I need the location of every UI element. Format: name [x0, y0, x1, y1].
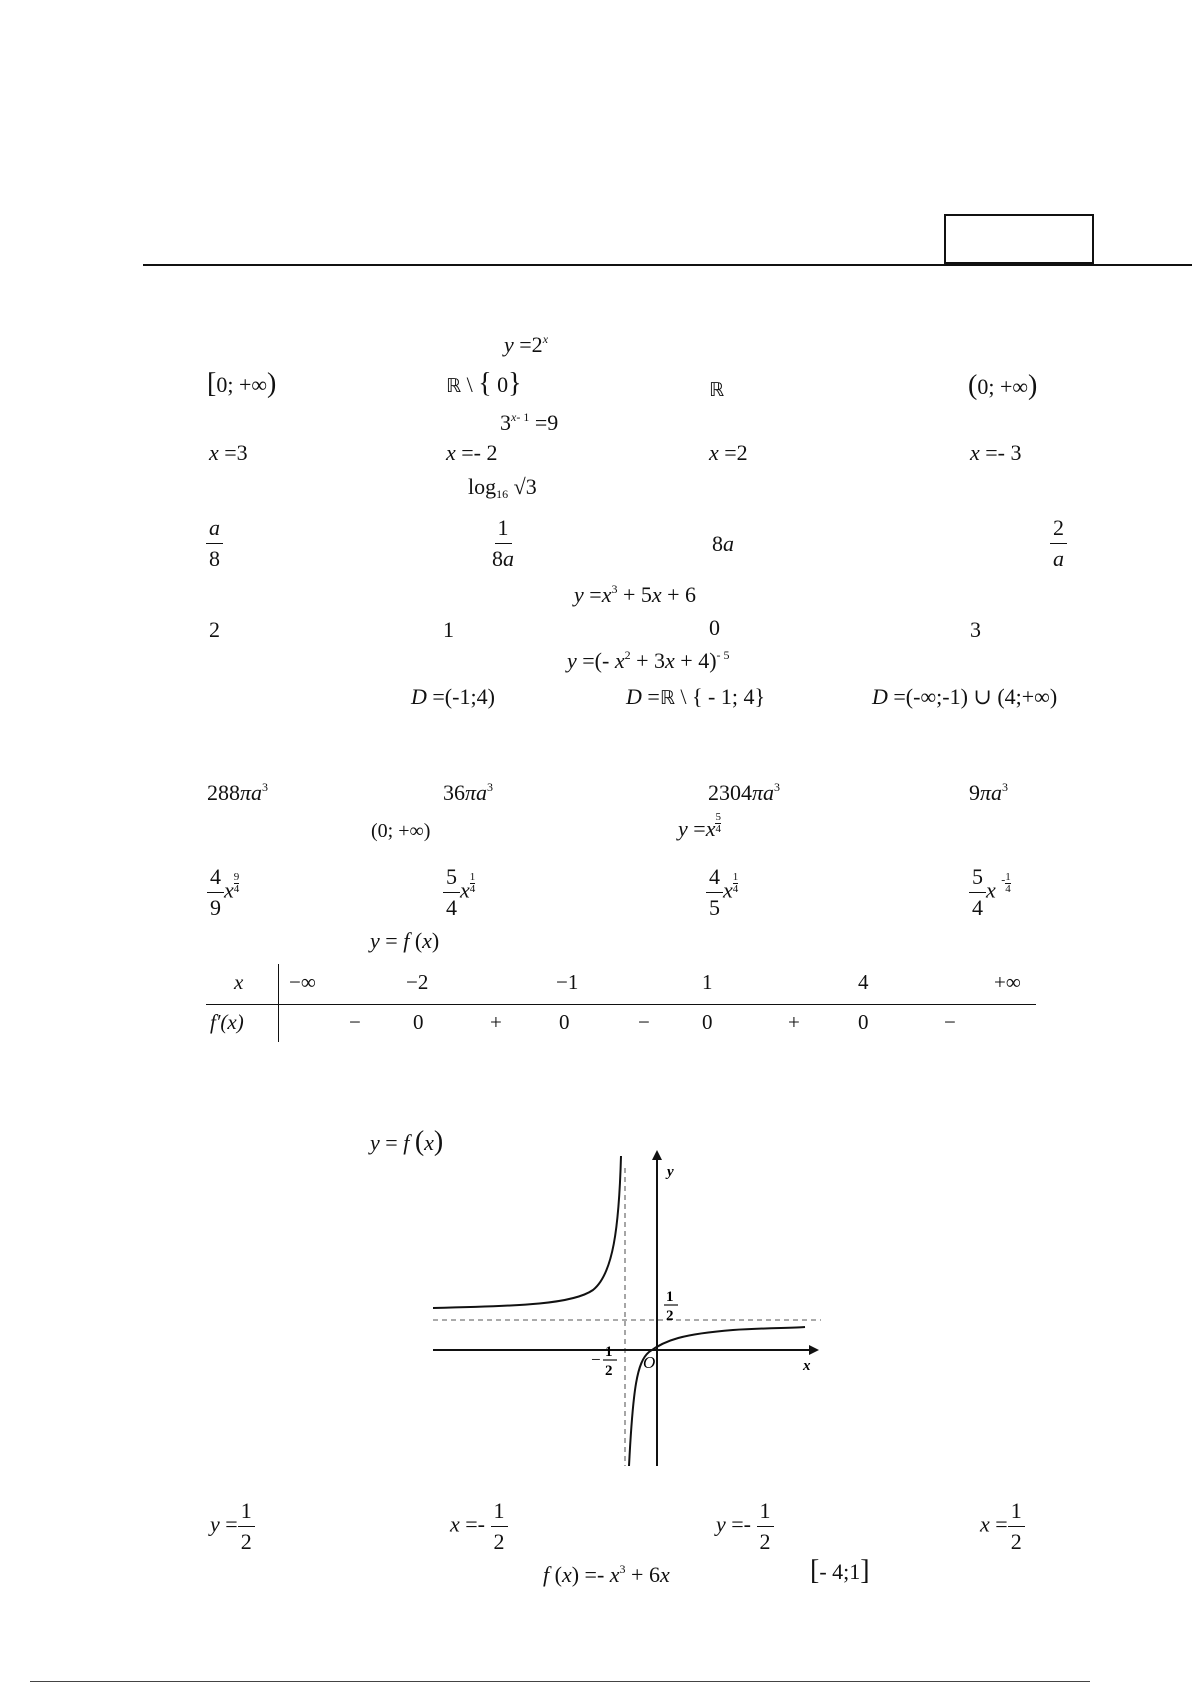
q4-option-b[interactable]: 1 [443, 617, 454, 642]
table-sign: 0 [559, 1010, 570, 1034]
y-axis-arrow [652, 1150, 662, 1160]
neg-half-num-label: 1 [605, 1344, 613, 1360]
origin-label: O [643, 1353, 656, 1372]
q7-option-b[interactable]: $\frac{5}{4}$ x $\frac{1}{4}$ [443, 862, 475, 923]
score-box [944, 214, 1094, 264]
q1-option-a[interactable]: [0; +∞) [207, 368, 277, 399]
table-x-value: −1 [556, 970, 579, 994]
q9-option-b[interactable]: x =- $\frac{1}{2}$ [450, 1496, 508, 1557]
q3-option-b[interactable]: $\frac{1}{8a}$ [492, 515, 514, 571]
q2-option-b[interactable]: x =- 2 [446, 440, 498, 465]
q7-option-a[interactable]: $\frac{4}{9}$ x $\frac{9}{4}$ [207, 862, 239, 923]
q6-option-a[interactable]: $288\pi a^3$ [207, 780, 269, 805]
table-sign: − [944, 1010, 956, 1034]
q1-option-b[interactable]: ℝ \ { 0} [446, 368, 522, 399]
table-sign: − [349, 1010, 361, 1034]
half-num-label: 1 [666, 1289, 674, 1305]
q4-function: $y =x^3 + 5x + 6$ [574, 582, 697, 607]
q9-option-c[interactable]: y =- $\frac{1}{2}$ [716, 1496, 774, 1557]
q2-option-a[interactable]: x =3 [209, 440, 248, 465]
q5-option-c[interactable]: D =ℝ \ { - 1; 4} [626, 684, 766, 709]
q5-option-d[interactable]: D =(-∞;-1) ∪ (4;+∞) [872, 684, 1058, 709]
q4-option-c[interactable]: 0 [709, 615, 720, 640]
table-x-label: x [234, 970, 244, 994]
table-sign: + [490, 1010, 502, 1034]
q2-option-d[interactable]: x =- 3 [970, 440, 1022, 465]
q6-option-c[interactable]: $2304\pi a^3$ [708, 780, 781, 805]
q5-option-b[interactable]: D =(-1;4) [411, 684, 495, 709]
q9-option-a[interactable]: y = $\frac{1}{2}$ [210, 1496, 255, 1557]
q10-interval: [- 4;1] [810, 1555, 870, 1586]
table-x-value: 1 [702, 970, 713, 994]
table-sign: 0 [858, 1010, 869, 1034]
table-x-value: 4 [858, 970, 869, 994]
q10-function: f $(x) =- x^3 + 6x$ [543, 1562, 670, 1587]
q2-option-c[interactable]: x =2 [709, 440, 748, 465]
y-axis-label: y [667, 1164, 674, 1180]
half-den-label: 2 [666, 1308, 674, 1324]
q2-equation: $3^{x- 1} =9$ [500, 410, 559, 435]
q8-function: y = f (x) [370, 928, 440, 953]
q7-option-d[interactable]: $\frac{5}{4}$ x - $\frac{1}{4}$ [969, 862, 1011, 923]
neg-half-den-label: 2 [605, 1363, 613, 1379]
table-sign: 0 [413, 1010, 424, 1034]
table-sign: − [638, 1010, 650, 1034]
footer-rule [30, 1681, 1090, 1682]
q1-function: $y =2^x$ [504, 332, 549, 357]
q1-option-d[interactable]: (0; +∞) [968, 370, 1038, 401]
table-x-value: −2 [406, 970, 429, 994]
table-x-value: +∞ [994, 970, 1021, 994]
sign-table [206, 964, 1036, 1042]
q7-interval: (0; +∞) [371, 820, 431, 842]
header-rule [143, 264, 1192, 266]
function-graph [433, 1148, 823, 1468]
q6-option-b[interactable]: $36\pi a^3$ [443, 780, 494, 805]
q3-expression: $\log_{16} √3$ [468, 474, 537, 501]
neg-sign-label: − [591, 1350, 601, 1369]
q7-function: y =x $\frac{5}{4}$ [678, 811, 721, 841]
q9-option-d[interactable]: x = $\frac{1}{2}$ [980, 1496, 1025, 1557]
table-sign: 0 [702, 1010, 713, 1034]
x-axis-label: x [803, 1358, 811, 1374]
left-branch [433, 1156, 621, 1308]
x-axis-arrow [809, 1345, 819, 1355]
q1-option-c[interactable]: ℝ [709, 380, 725, 401]
table-fprime-label: f′(x) [210, 1010, 244, 1034]
q9-function: y = f (x) [370, 1126, 444, 1157]
q4-option-a[interactable]: 2 [209, 617, 220, 642]
table-sign: + [788, 1010, 800, 1034]
q4-option-d[interactable]: 3 [970, 617, 981, 642]
q7-option-c[interactable]: $\frac{4}{5}$ x $\frac{1}{4}$ [706, 862, 738, 923]
q6-option-d[interactable]: $9\pi a^3$ [969, 780, 1009, 805]
q5-function: y =(- $x^2 + 3x + 4)^{- 5}$ [567, 648, 730, 673]
right-branch [629, 1327, 805, 1466]
q3-option-a[interactable]: $\frac{a}{8}$ [206, 513, 223, 574]
q3-option-c[interactable]: 8a [712, 531, 734, 556]
table-x-value: −∞ [289, 970, 316, 994]
q3-option-d[interactable]: $\frac{2}{a}$ [1050, 513, 1067, 574]
